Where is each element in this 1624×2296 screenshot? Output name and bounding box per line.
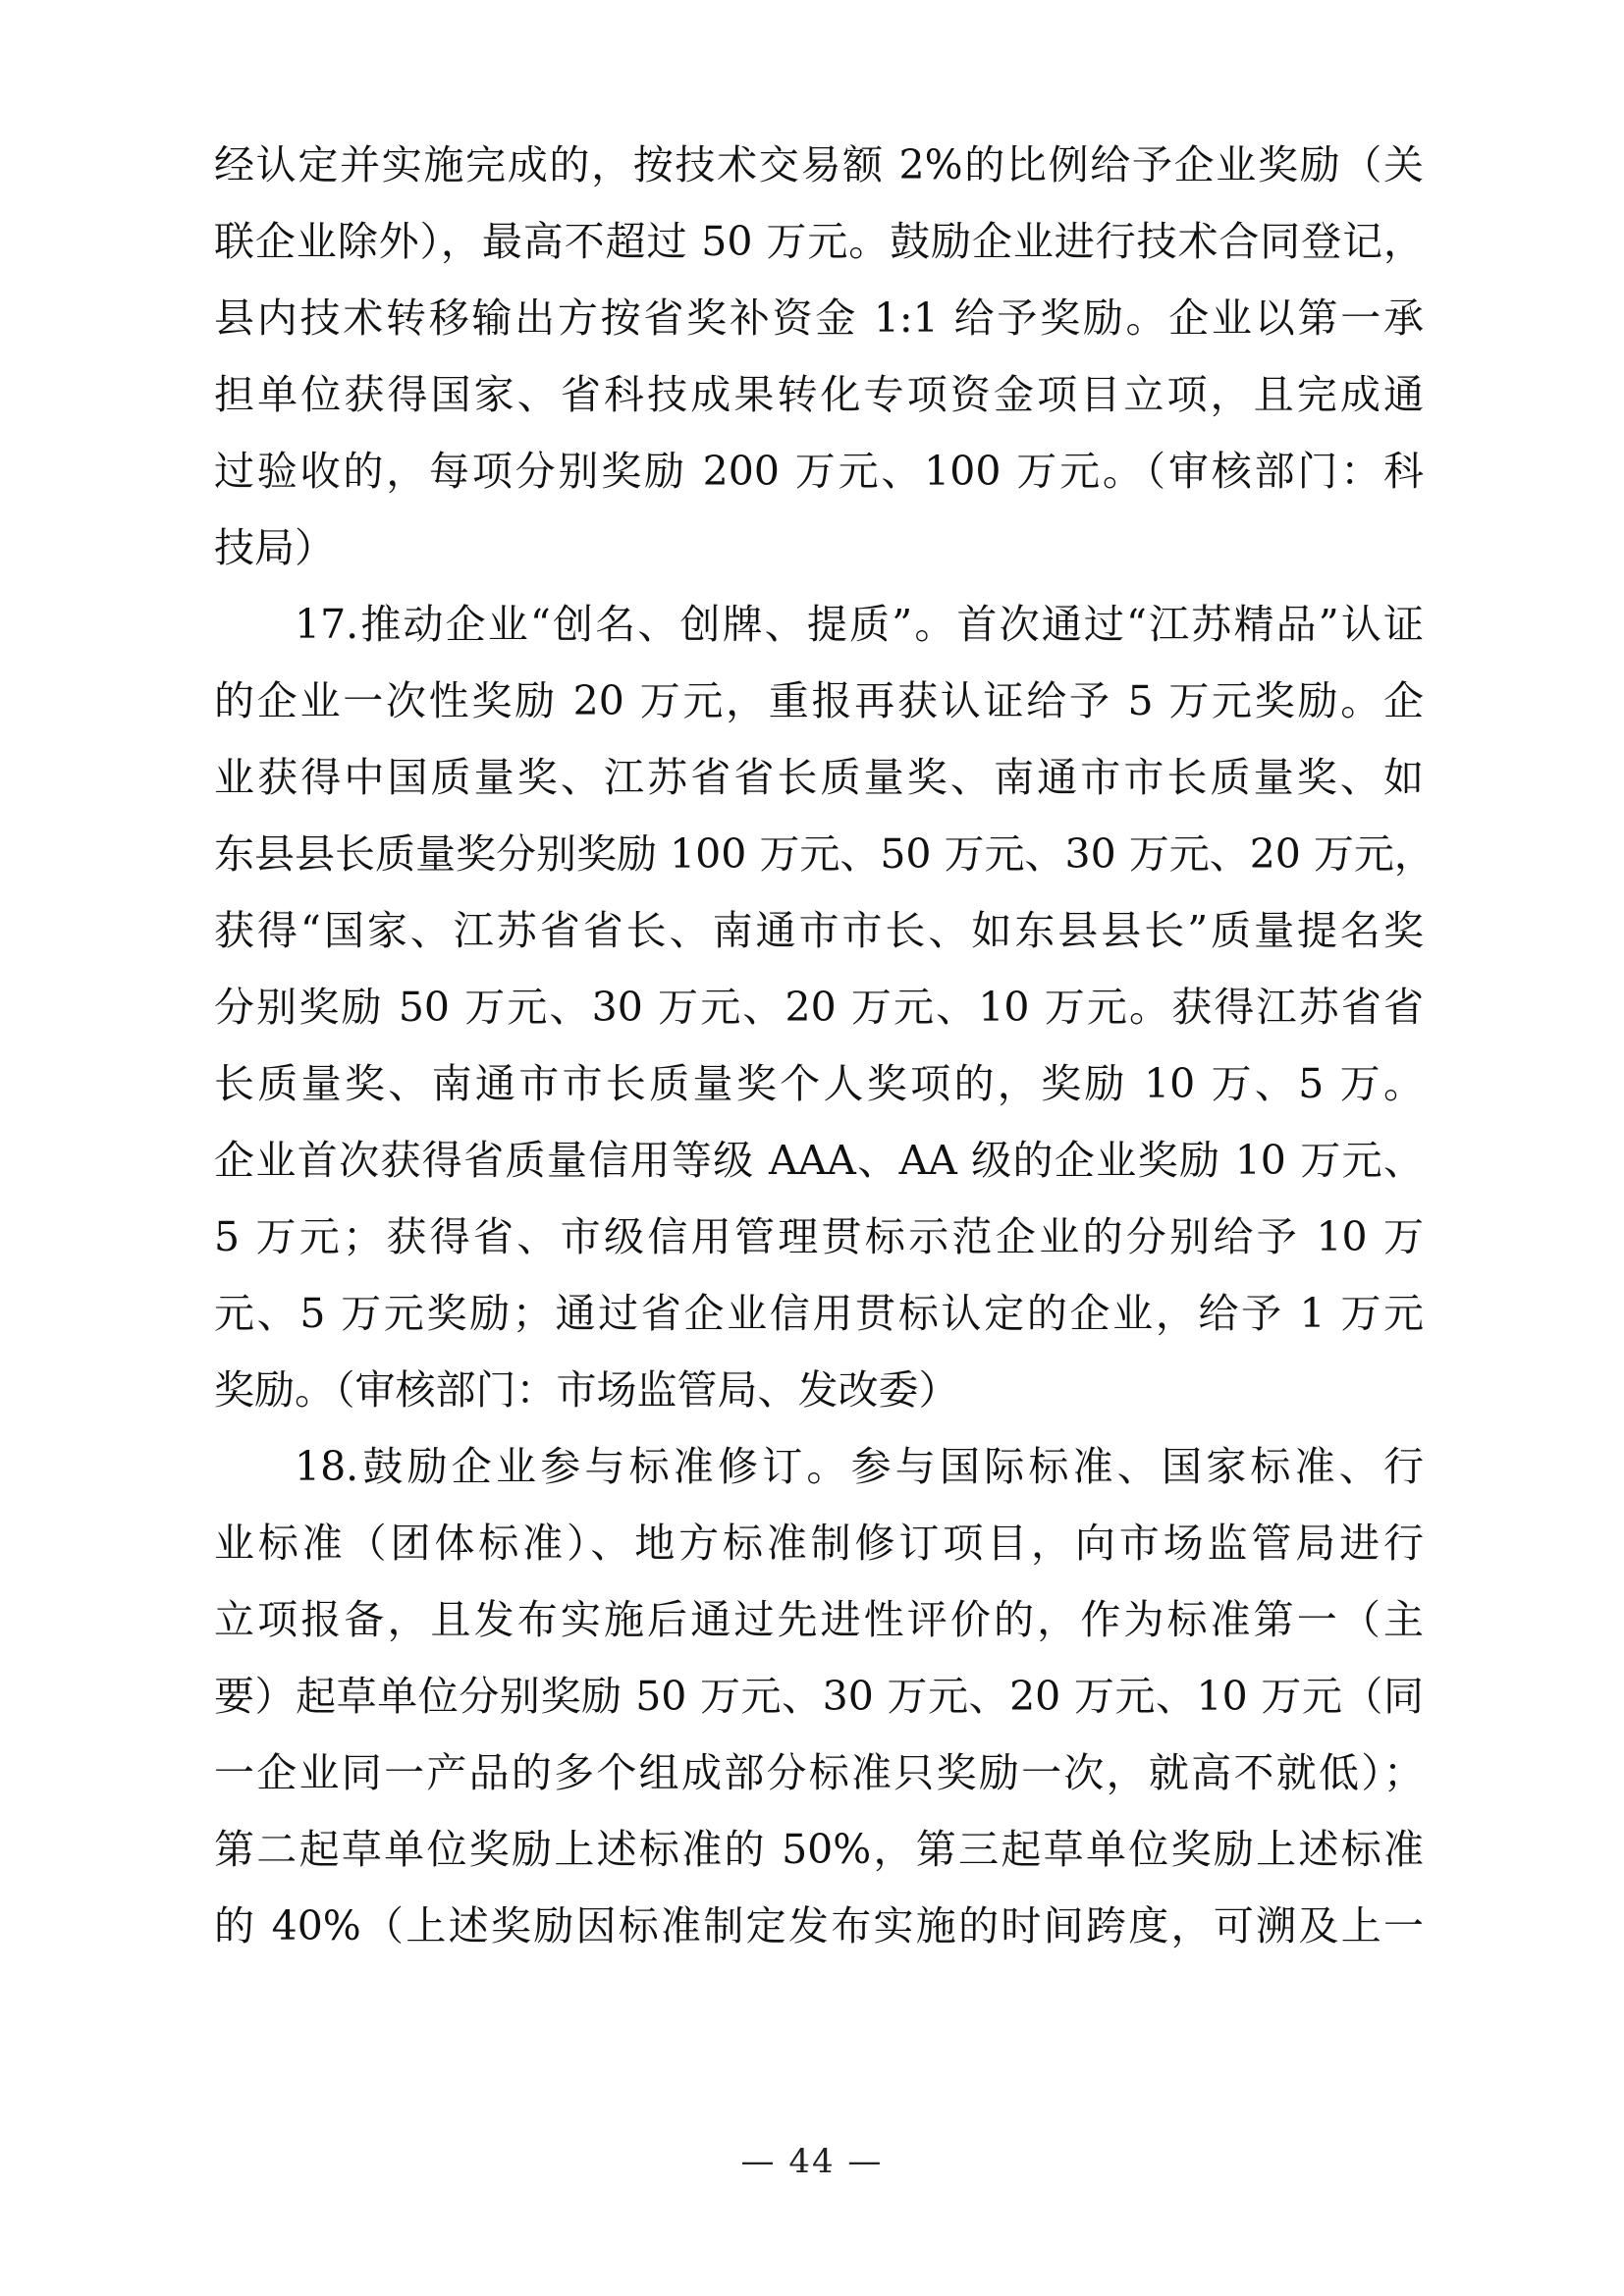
paragraph-line: 一企业同一产品的多个组成部分标准只奖励一次，就高不就低）；	[214, 1749, 1424, 1796]
paragraph-line: 的 40%（上述奖励因标准制定发布实施的时间跨度，可溯及上一	[214, 1902, 1424, 1949]
paragraph-line: 要）起草单位分别奖励 50 万元、30 万元、20 万元、10 万元（同	[214, 1673, 1424, 1720]
paragraph-line: 过验收的，每项分别奖励 200 万元、100 万元。（审核部门：科	[214, 448, 1424, 495]
paragraph-line: 县内技术转移输出方按省奖补资金 1:1 给予奖励。企业以第一承	[214, 294, 1424, 342]
paragraph-line: 奖励。（审核部门：市场监管局、发改委）	[214, 1366, 959, 1414]
paragraph-line: 业获得中国质量奖、江苏省省长质量奖、南通市市长质量奖、如	[214, 754, 1424, 801]
paragraph-line: 联企业除外），最高不超过 50 万元。鼓励企业进行技术合同登记，	[214, 218, 1424, 265]
section-heading-line: 18.鼓励企业参与标准修订。参与国际标准、国家标准、行	[295, 1443, 1424, 1490]
paragraph-line: 担单位获得国家、省科技成果转化专项资金项目立项，且完成通	[214, 371, 1424, 418]
paragraph-line: 分别奖励 50 万元、30 万元、20 万元、10 万元。获得江苏省省	[214, 984, 1424, 1031]
paragraph-line: 长质量奖、南通市市长质量奖个人奖项的，奖励 10 万、5 万。	[214, 1060, 1424, 1107]
paragraph-line: 的企业一次性奖励 20 万元，重报再获认证给予 5 万元奖励。企	[214, 677, 1424, 724]
paragraph-line: 经认定并实施完成的，按技术交易额 2%的比例给予企业奖励（关	[214, 141, 1424, 188]
paragraph-line: 东县县长质量奖分别奖励 100 万元、50 万元、30 万元、20 万元，	[214, 830, 1435, 878]
page-number: — 44 —	[740, 2142, 884, 2181]
paragraph-line: 5 万元；获得省、市级信用管理贯标示范企业的分别给予 10 万	[214, 1213, 1424, 1260]
paragraph-line: 业标准（团体标准）、地方标准制修订项目，向市场监管局进行	[214, 1520, 1424, 1567]
paragraph-line: 第二起草单位奖励上述标准的 50%，第三起草单位奖励上述标准	[214, 1826, 1424, 1873]
paragraph-line: 企业首次获得省质量信用等级 AAA、AA 级的企业奖励 10 万元、	[214, 1137, 1424, 1184]
paragraph-line: 技局）	[214, 524, 335, 571]
paragraph-line: 元、5 万元奖励；通过省企业信用贯标认定的企业，给予 1 万元	[214, 1290, 1424, 1337]
paragraph-line: 获得“国家、江苏省省长、南通市市长、如东县县长”质量提名奖	[214, 907, 1424, 954]
section-heading-line: 17.推动企业“创名、创牌、提质”。首次通过“江苏精品”认证	[295, 601, 1424, 648]
paragraph-line: 立项报备，且发布实施后通过先进性评价的，作为标准第一（主	[214, 1596, 1424, 1643]
